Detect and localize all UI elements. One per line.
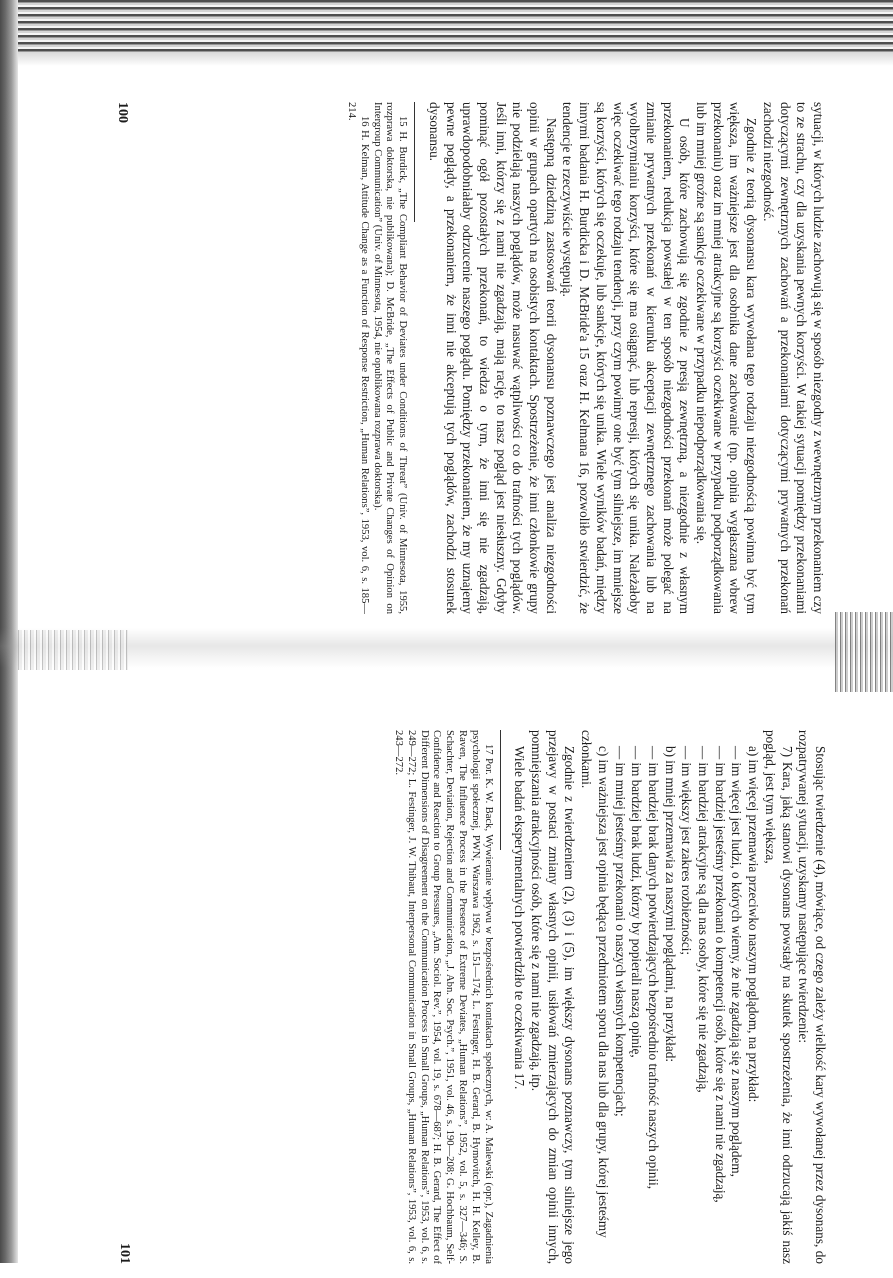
list-item: — im bardziej brak ludzi, którzy by popierali naszą opinię, [629,746,645,1058]
page-101 [102,716,842,1278]
page-100 [100,88,840,628]
paragraph: Zgodnie z twierdzeniem (2), (3) i (5), im większy dysonans poznawczy, tym silniejsze jego przejawy w postaci zmiany własnych opinii, usiłowań zmierzających do zmian opinii innych, pomniejszania atrakcyjności osób, które się z nami nie zgadzają, itp. [529,730,578,1264]
scan-edge-top-fade [0,52,893,66]
paragraph: sytuacji, w których ludzie zachowują się w sposób niezgodny z wewnętrznym przekonaniem czy to ze strachu, czy dla uzyskania pewnych korzyści. W takiej sytuacji pomiędzy przekonaniami dotyczącymi zewnętrznych zachowań a przekonaniami dotyczącymi prywatnych przekonań zachodzi niezgodność. [760,102,826,614]
list-item: — im większy jest zakres rozbieżności; [679,746,695,956]
list-item: — im bardziej brak danych potwierdzających bezpośrednio trafność naszych opinii, [645,746,661,1190]
paragraph: 7) Kara, jaką stanowi dysonans powstały na skutek spostrzeżenia, że inni odrzucają jakiś nasz pogląd, jest tym większa, [762,730,795,1264]
list-item: — im więcej jest ludzi, o których wiemy, że nie zgadzają się z naszym poglądem, [729,746,745,1177]
page-number: 101 [117,1243,132,1264]
list-item: a) im więcej przemawia przeciwko naszym poglądom, na przykład: [746,746,762,1103]
paragraph: Wiele badań eksperymentalnych potwierdziło te oczekiwania 17. [512,746,528,1090]
footnote-rule [500,730,501,850]
paragraph: U osób, które zachowują się zgodnie z presją zewnętrzną, a niezgodnie z własnym przekonaniem, redukcja powstałej w ten sposób niezgodności przekonań może polegać na zmianie prywatnych przekonań w kierunku akceptacji zewnętrznego zachowania lub na wyolbrzymianiu korzyści, które się ma osiągnąć, lub represji, których się unika. Należałoby więc oczekiwać tego rodzaju tendencji, przy czym powinny one być tym silniejsze, im mniejsze są korzyści, których się oczekuje, lub sankcje, których się unika. Wiele wyników badań, między innymi badania H. Burdicka i D. McBride'a 15 oraz H. Kelmana 16, pozwoliło stwierdzić, że tendencje te rzeczywiście występują. [560,102,693,614]
paragraph: Następną dziedziną zastosowań teorii dysonansu poznawczego jest analiza niezgodności opinii w grupach opartych na osobistych kontaktach. Spostrzeżenie, że inni członkowie grupy nie podzielają naszych poglądów, może nasuwać wątpliwości co do trafności tych poglądów. Jeśli inni, którzy się z nami nie zgadzają, mają rację, to nasz pogląd jest niesłuszny. Gdyby pominąć ogół pozostałych przekonań, to wiedza o tym, że inni się nie zgadzają, uprawdopodobniałaby odrzucenie naszego poglądu. Pomiędzy przekonaniem, że my uznajemy pewne poglądy, a przekonaniem, że inni nie akceptują tych poglądów, zachodzi stosunek dysonansu. [426,102,559,614]
page-number: 100 [115,102,130,123]
footnote: 16 H. Kelman, Attitude Change as a Function of Response Restriction, „Human Relations”, 1953, vol. 6, s. 185—214. [345,102,370,614]
footnote-rule [414,102,415,222]
paragraph: Stosując twierdzenie (4), mówiące, od czego zależy wielkość kary wywołanej przez dysonans, do rozpatrywanej sytuacji, uzyskamy następujące twierdzenie: [796,730,828,1264]
book-gutter [0,628,893,668]
footnote: 17 Por. K. W. Back, Wywieranie wpływu w bezpośrednich kontaktach społecznych, w: A. Malewski (opr.), Zagadnienia psychologii społecznej, PWN, Warszawa 1962, s. 151—174; L. Festinger, H. B. Gerard, B. Hymovitch, H. H. Kelley, B. Raven, The Influence Process in the Presence of Extreme Deviates, „Human Relations”, 1952, vol. 5, s. 327—346; S. Schachter, Deviation, Rejection and Communication, „J. Abn. Soc. Psych.”, 1951, vol. 46, s. 190—208; G. Hochbaum, Self-Confidence and Reaction to Group Pressures, „Am. Sociol. Rev.”, 1954, vol. 19, s. 678—687; H. B. Gerard, The Effect of Different Dimensions of Disagreement on the Communication Process in Small Groups, „Human Relations”, 1953, vol. 6, s. 249—272; L. Festinger, J. W. Thibaut, Interpersonal Communication in Small Groups, „Human Relations”, 1953, vol. 6, s. 243—272. [393,730,494,1264]
list-item: — im bardziej atrakcyjne są dla nas osoby, które się nie zgadzają, [696,746,712,1093]
footnote: 15 H. Burdick, „The Compliant Behavior of Deviates under Conditions of Threat” (Univ. of Minnesota, 1955, rozprawa doktorska, nie publikowana); D. McBride, „The Effects of Public and Private Changes of Opinion on Intergroup Communication” (Univ. of Minnesota, 1954, nie opublikowana rozprawa doktorska). [371,102,409,614]
list-item: b) im mniej przemawia za naszymi poglądami, na przykład: [662,746,678,1063]
list-item: — im bardziej jesteśmy przekonani o kompetencji osób, które się z nami nie zgadzają, [712,746,728,1203]
list-item: c) im ważniejsza jest opinia będąca przedmiotem sporu dla nas lub dla grupy, której jesteśmy członkami. [579,730,611,1238]
paragraph: Zgodnie z teorią dysonansu kara wywołana tego rodzaju niezgodnością powinna być tym większa, im ważniejsze jest dla osobnika dane zachowanie (np. opinia wygłaszana wbrew przekonaniu) oraz im mniej atrakcyjne są korzyści oczekiwane w przypadku podporządkowania lub im mniej groźne są sankcje oczekiwane w przypadku niepodporządkowania się. [694,102,760,614]
book-gutter-shadow-left [18,630,128,670]
book-gutter-shadow-right [835,612,893,692]
list-item: — im mniej jesteśmy przekonani o naszych własnych kompetencjach; [612,746,628,1117]
scan-edge-top [0,0,893,52]
